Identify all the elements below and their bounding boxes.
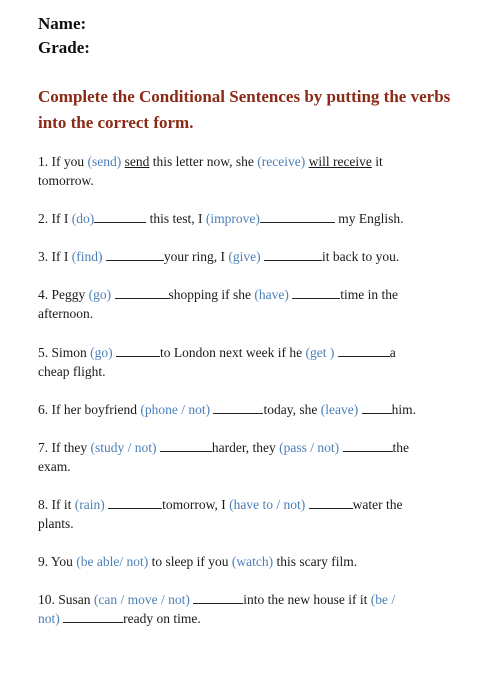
sentence-text: cheap flight. bbox=[38, 364, 106, 379]
sentence-text: 7. bbox=[38, 440, 49, 455]
exercise-item-8 bbox=[38, 495, 463, 533]
sentence-text: this letter now, she bbox=[152, 154, 254, 169]
verb-hint: not) bbox=[38, 611, 60, 626]
verb-hint: (go) bbox=[90, 345, 113, 360]
verb-hint: (rain) bbox=[74, 497, 105, 512]
sentence-text: If they bbox=[51, 440, 88, 455]
sentence-text: it back to you. bbox=[321, 249, 400, 264]
exercise-item-1 bbox=[38, 152, 463, 190]
verb-hint: (watch) bbox=[231, 554, 274, 569]
answer-blank[interactable] bbox=[160, 439, 212, 452]
sentence-text: Peggy bbox=[51, 287, 86, 302]
sentence-text: it bbox=[375, 154, 383, 169]
exercise-item-5 bbox=[38, 343, 463, 381]
answer-blank[interactable] bbox=[343, 439, 393, 452]
sentence-text: tomorrow. bbox=[38, 173, 94, 188]
sentence-text: If I bbox=[51, 249, 69, 264]
exercise-item-7 bbox=[38, 438, 463, 476]
answer-blank[interactable] bbox=[309, 496, 353, 509]
sentence-text: shopping if she bbox=[168, 287, 251, 302]
verb-hint: (do) bbox=[71, 211, 95, 226]
sentence-text: my English. bbox=[338, 211, 404, 226]
answer-blank[interactable] bbox=[260, 210, 335, 223]
sentence-text: water the bbox=[352, 497, 403, 512]
answer-blank[interactable] bbox=[213, 401, 263, 414]
sentence-text: 2. bbox=[38, 211, 49, 226]
verb-hint: (improve) bbox=[205, 211, 260, 226]
verb-hint: (have to / not) bbox=[229, 497, 306, 512]
sentence-text: tomorrow, I bbox=[162, 497, 226, 512]
sentence-text: into the new house if it bbox=[243, 592, 368, 607]
verb-hint: (pass / not) bbox=[279, 440, 340, 455]
sentence-text: If you bbox=[51, 154, 85, 169]
answer-text: will receive bbox=[308, 154, 372, 169]
sentence-text: 8. bbox=[38, 497, 49, 512]
sentence-text: 9. bbox=[38, 554, 49, 569]
sentence-text: harder, they bbox=[211, 440, 276, 455]
answer-blank[interactable] bbox=[338, 344, 390, 357]
sentence-text: afternoon. bbox=[38, 306, 94, 321]
exercise-item-6 bbox=[38, 400, 463, 419]
sentence-text: your ring, I bbox=[163, 249, 225, 264]
answer-blank[interactable] bbox=[264, 248, 322, 261]
sentence-text: 10. bbox=[38, 592, 55, 607]
verb-hint: (find) bbox=[71, 249, 103, 264]
instructions-title: Complete the Conditional Sentences by putting the verbs into the correct form. bbox=[38, 87, 451, 132]
name-label: Name: bbox=[38, 14, 87, 33]
sentence-text: 4. bbox=[38, 287, 49, 302]
verb-hint: (give) bbox=[228, 249, 261, 264]
verb-hint: (get ) bbox=[305, 345, 335, 360]
sentence-text: plants. bbox=[38, 516, 74, 531]
verb-hint: (leave) bbox=[320, 402, 359, 417]
answer-blank[interactable] bbox=[362, 401, 392, 414]
grade-label: Grade: bbox=[38, 38, 90, 57]
exercise-item-4 bbox=[38, 285, 463, 323]
sentence-text: time in the bbox=[340, 287, 398, 302]
exercise-item-9 bbox=[38, 552, 463, 571]
answer-text: send bbox=[124, 154, 150, 169]
sentence-text: Simon bbox=[51, 345, 87, 360]
sentence-text: the bbox=[392, 440, 410, 455]
exercise-item-2 bbox=[38, 209, 463, 228]
answer-blank[interactable] bbox=[116, 344, 160, 357]
sentence-text: 6. bbox=[38, 402, 49, 417]
verb-hint: (phone / not) bbox=[140, 402, 211, 417]
verb-hint: (receive) bbox=[257, 154, 306, 169]
answer-blank[interactable] bbox=[94, 210, 146, 223]
sentence-text: If it bbox=[51, 497, 72, 512]
sentence-text: today, she bbox=[263, 402, 318, 417]
sentence-text: exam. bbox=[38, 459, 71, 474]
exercise-item-10 bbox=[38, 590, 463, 628]
sentence-text: You bbox=[51, 554, 73, 569]
sentence-text: Susan bbox=[58, 592, 91, 607]
exercise-item-3 bbox=[38, 247, 463, 266]
verb-hint: (can / move / not) bbox=[93, 592, 190, 607]
sentence-text: If I bbox=[51, 211, 69, 226]
sentence-text: this scary film. bbox=[276, 554, 358, 569]
answer-blank[interactable] bbox=[292, 286, 340, 299]
sentence-text: this test, I bbox=[149, 211, 203, 226]
answer-blank[interactable] bbox=[115, 286, 169, 299]
sentence-text: him. bbox=[391, 402, 416, 417]
verb-hint: (study / not) bbox=[90, 440, 157, 455]
sentence-text: to London next week if he bbox=[160, 345, 303, 360]
sentence-text: a bbox=[389, 345, 396, 360]
sentence-text: 1. bbox=[38, 154, 49, 169]
sentence-text: 3. bbox=[38, 249, 49, 264]
verb-hint: (go) bbox=[88, 287, 112, 302]
sentence-text: ready on time. bbox=[123, 611, 201, 626]
sentence-text: If her boyfriend bbox=[51, 402, 137, 417]
verb-hint: (be / bbox=[370, 592, 396, 607]
verb-hint: (send) bbox=[87, 154, 122, 169]
answer-blank[interactable] bbox=[106, 248, 164, 261]
answer-blank[interactable] bbox=[108, 496, 162, 509]
verb-hint: (be able/ not) bbox=[76, 554, 149, 569]
sentence-text: to sleep if you bbox=[151, 554, 229, 569]
verb-hint: (have) bbox=[254, 287, 289, 302]
answer-blank[interactable] bbox=[193, 591, 243, 604]
answer-blank[interactable] bbox=[63, 610, 123, 623]
sentence-text: 5. bbox=[38, 345, 49, 360]
